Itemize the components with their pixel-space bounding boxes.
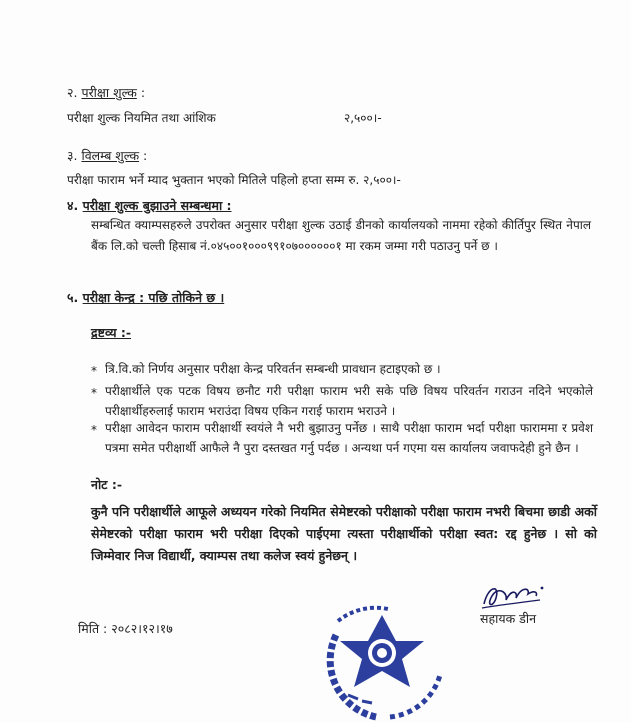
section-2-number: २. [67,85,78,100]
section-5-heading [67,291,224,305]
exam-fee-label: परीक्षा शुल्क नियमित तथा आंशिक [67,111,216,125]
section-4-title: परीक्षा शुल्क बुझाउने सम्बन्धमा : [82,198,232,213]
section-3-colon: : [143,148,148,163]
section-3-number: ३. [67,148,78,163]
section-4-heading [67,199,232,213]
exam-fee-amount: २,५००।- [344,111,382,125]
signature [478,578,548,614]
bullet-icon: * [91,364,97,378]
bullet-icon: * [91,423,97,437]
section-4-number: ४. [67,198,79,213]
note-item-2: परीक्षार्थीले एक पटक विषय छनौट गरी परीक्षा फाराम भरी सके पछि विषय परिवर्तन गराउन नदिने भएकोले परीक्षार्थीहरुलाई फाराम भराउंदा विषय एकिन गराई फाराम भराउने । [105,384,593,418]
fee-payment-paragraph: सम्बन्धित क्याम्पसहरुले उपरोक्त अनुसार परीक्षा शुल्क उठाई डीनको कार्यालयको नाममा रहेको कीर्तिपुर स्थित नेपाल बैंक लि.को चल्ती हिसाब नं.०४५००१०००९९१०७००००००१ मा रकम जम्मा गरी पठाउनु पर्ने छ । [91,218,591,253]
note-heading: नोट :- [91,477,123,492]
university-seal-stamp [318,605,448,723]
section-3-title: विलम्ब शुल्क [81,148,140,163]
section-2-colon: : [140,85,146,100]
late-fee-text: परीक्षा फाराम भर्ने म्याद भुक्तान भएको मितिले पहिलो हप्ता सम्म रु. २,५००।- [67,173,401,187]
note-item-3: परीक्षा आवेदन फाराम परीक्षार्थी स्वयंले नै भरी बुझाउनु पर्नेछ । साथै परीक्षा फाराम भर्दा परीक्षा फाराममा र प्रवेश पत्रमा समेत परीक्षार्थी आफैले नै पुरा दस्तखत गर्नु पर्दछ । अन्यथा पर्न गएमा यस कार्यालय जवाफदेही हुने छैन । [105,421,593,455]
section-2-title: परीक्षा शुल्क [81,85,137,100]
bullet-icon: * [91,386,97,400]
section-3-heading [67,149,147,163]
note-paragraph: कुनै पनि परीक्षार्थीले आफूले अध्ययन गरेको नियमित सेमेष्टरको परीक्षाको परीक्षा फाराम नभरी बिचमा छाडी अर्को सेमेष्टरको परीक्षा फाराम भरी परीक्षा दिएको पाईएमा त्यस्ता परीक्षार्थीको परीक्षा स्वत: रद्द हुनेछ । सो को जिम्मेवार निज विद्यार्थी, क्याम्पस तथा कलेज स्वयं हुनेछन् । [91,504,597,563]
section-2-heading [67,86,145,100]
section-5-number: ५. [67,290,79,305]
note-item-1: त्रि.वि.को निर्णय अनुसार परीक्षा केन्द्र परिवर्तन सम्बन्धी प्रावधान हटाइएको छ । [105,362,441,376]
issue-date: मिति : २०८२।१२।१७ [78,621,173,636]
section-5-title: परीक्षा केन्द्र : पछि तोकिने छ । [82,290,225,305]
signatory-title: सहायक डीन [480,611,537,626]
notes-heading: द्रष्टव्य :- [91,325,132,340]
